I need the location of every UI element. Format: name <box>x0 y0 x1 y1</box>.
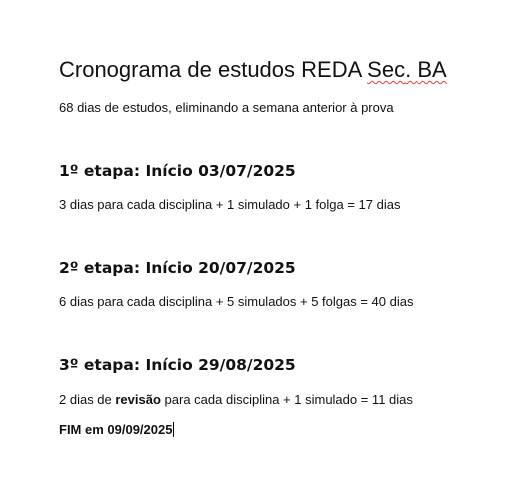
stage-3-text-before: 2 dias de <box>59 392 116 407</box>
end-date-text: FIM em 09/09/2025 <box>59 422 173 437</box>
document-title[interactable] <box>59 56 447 84</box>
stage-2-heading: 2º etapa: Início 20/07/2025 <box>59 259 296 277</box>
stage-1-text: 3 dias para cada disciplina + 1 simulado + 1 folga = 17 dias <box>59 197 401 212</box>
stage-1-heading: 1º etapa: Início 03/07/2025 <box>59 162 296 180</box>
title-main-text: Cronograma de estudos REDA <box>59 57 368 82</box>
title-separator: . <box>405 57 418 82</box>
title-sec-misspelled-word[interactable]: Sec <box>367 57 406 82</box>
stage-3-heading: 3º etapa: Início 29/08/2025 <box>59 356 296 374</box>
stage-3-text-bold: revisão <box>115 392 161 407</box>
stage-3-text <box>59 391 413 408</box>
stage-3-text-after: para cada disciplina + 1 simulado = 11 dias <box>160 392 413 407</box>
stage-2-text: 6 dias para cada disciplina + 5 simulados + 5 folgas = 40 dias <box>59 294 414 309</box>
end-date-line <box>59 421 174 438</box>
title-ba-misspelled-word[interactable]: BA <box>417 57 447 82</box>
document-subtitle: 68 dias de estudos, eliminando a semana anterior à prova <box>59 100 394 115</box>
text-cursor <box>173 422 174 437</box>
